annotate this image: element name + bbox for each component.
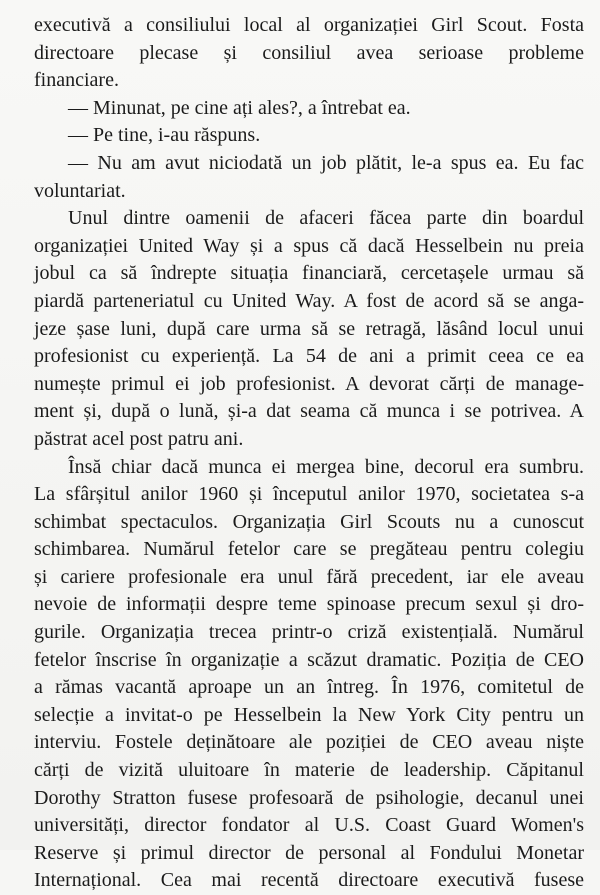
text-line: gurile. Organizația trecea printr-o criză existențială. Numărul bbox=[34, 621, 584, 644]
text-line: voluntariat. bbox=[34, 179, 126, 202]
text-line: piardă parteneriatul cu United Way. A fost de acord să se anga- bbox=[34, 289, 584, 312]
dialogue-line: — Pe tine, i-au răspuns. bbox=[68, 124, 261, 147]
text-line: numește primul ei job profesionist. A devorat cărți de manage- bbox=[34, 372, 584, 395]
text-line: universități, director fondator al U.S. Coast Guard Women's bbox=[34, 814, 584, 837]
text-line: jeze șase luni, după care urma să se retragă, lăsând locul unui bbox=[34, 317, 584, 340]
text-line: profesionist cu experiență. La 54 de ani a primit ceea ce ea bbox=[34, 345, 584, 368]
paragraph-start-line: Unul dintre oamenii de afaceri făcea parte din boardul bbox=[68, 207, 584, 230]
text-line: jobul ca să îndrepte situația financiară, cercetașele urmau să bbox=[34, 262, 584, 285]
text-line: directoare plecase și consiliul avea serioase probleme bbox=[34, 41, 584, 64]
text-line: nevoie de informații despre teme spinoase precum sexul și dro- bbox=[34, 593, 584, 616]
dialogue-line: — Minunat, pe cine ați ales?, a întrebat ea. bbox=[68, 96, 411, 119]
text-line: executivă a consiliului local al organizației Girl Scout. Fosta bbox=[34, 14, 584, 36]
text-line: cărți de vizită uluitoare în materie de leadership. Căpitanul bbox=[34, 759, 584, 782]
text-line: fetelor înscrise în organizație a scăzut dramatic. Poziția de CEO bbox=[34, 648, 584, 671]
text-line: Reserve și primul director de personal al Fondului Monetar bbox=[34, 841, 584, 864]
text-line: interviu. Fostele deținătoare ale poziției de CEO aveau niște bbox=[34, 731, 584, 754]
text-line: organizației United Way și a spus că dacă Hesselbein nu preia bbox=[34, 234, 584, 257]
dialogue-line: — Nu am avut niciodată un job plătit, le-a spus ea. Eu fac bbox=[68, 151, 584, 174]
text-line: și cariere profesionale era unul fără precedent, iar ele aveau bbox=[34, 565, 584, 588]
text-line: financiare. bbox=[34, 69, 119, 92]
text-line: selecție a invitat-o pe Hesselbein la New York City pentru un bbox=[34, 703, 584, 726]
text-line: Internațional. Cea mai recentă directoare executivă fusese bbox=[34, 869, 584, 892]
text-line: păstrat acel post patru ani. bbox=[34, 427, 244, 450]
text-line: Dorothy Stratton fusese profesoară de psihologie, decanul unei bbox=[34, 786, 584, 809]
text-line: ment și, după o lună, și-a dat seama că munca i se potrivea. A bbox=[34, 400, 584, 423]
text-line: a rămas vacantă aproape un an întreg. În 1976, comitetul de bbox=[34, 676, 584, 699]
text-line: schimbat spectaculos. Organizația Girl Scouts nu a cunoscut bbox=[34, 510, 584, 533]
text-line: schimbarea. Numărul fetelor care se pregăteau pentru colegiu bbox=[34, 538, 584, 561]
text-line: La sfârșitul anilor 1960 și începutul anilor 1970, societatea s-a bbox=[34, 483, 584, 506]
paragraph-start-line: Însă chiar dacă munca ei mergea bine, decorul era sumbru. bbox=[68, 455, 584, 478]
